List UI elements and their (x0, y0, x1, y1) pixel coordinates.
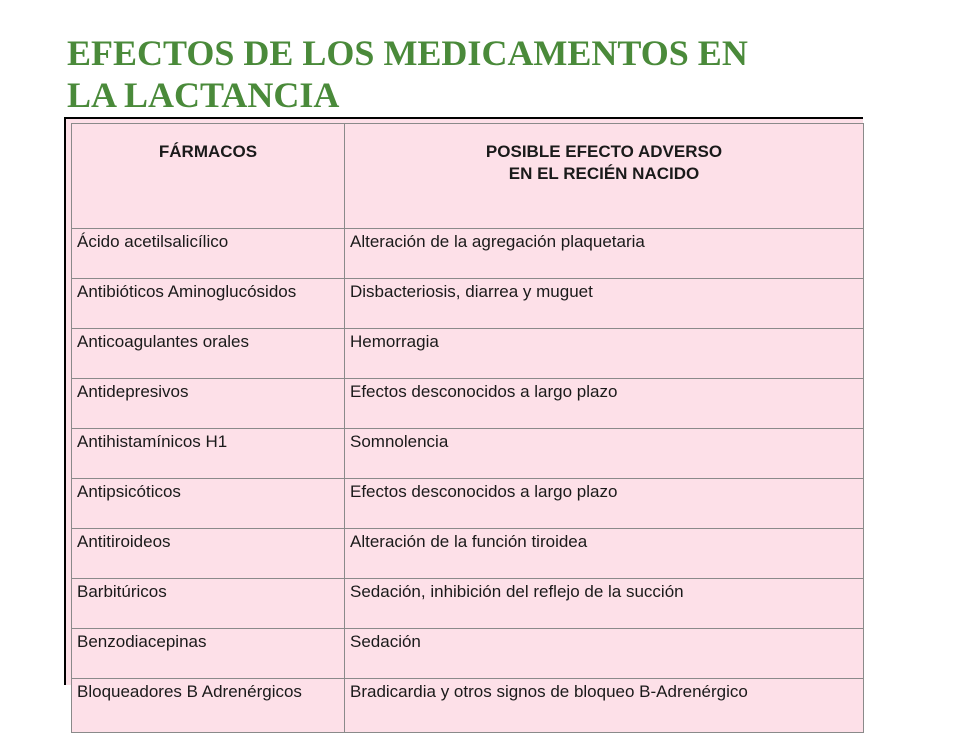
drug-cell: Antidepresivos (72, 379, 345, 429)
effect-cell: Alteración de la función tiroidea (345, 529, 864, 579)
effect-cell: Bradicardia y otros signos de bloqueo B-Adrenérgico (345, 679, 864, 733)
table-row (72, 629, 864, 679)
table-row (72, 479, 864, 529)
table-row (72, 229, 864, 279)
slide-title: EFECTOS DE LOS MEDICAMENTOS EN LA LACTANCIA (67, 33, 748, 115)
drug-cell: Ácido acetilsalicílico (72, 229, 345, 279)
effect-cell: Efectos desconocidos a largo plazo (345, 479, 864, 529)
drug-cell: Antipsicóticos (72, 479, 345, 529)
drug-cell: Bloqueadores B Adrenérgicos (72, 679, 345, 733)
table-row (72, 529, 864, 579)
effect-cell: Alteración de la agregación plaquetaria (345, 229, 864, 279)
drug-cell: Barbitúricos (72, 579, 345, 629)
drug-cell: Benzodiacepinas (72, 629, 345, 679)
drug-cell: Antitiroideos (72, 529, 345, 579)
drug-cell: Antibióticos Aminoglucósidos (72, 279, 345, 329)
table-header-row (72, 124, 864, 229)
effect-cell: Hemorragia (345, 329, 864, 379)
header-drugs: FÁRMACOS (72, 124, 345, 229)
effect-cell: Disbacteriosis, diarrea y muguet (345, 279, 864, 329)
header-adverse-effect: POSIBLE EFECTO ADVERSO EN EL RECIÉN NACIDO (345, 124, 864, 229)
effect-cell: Somnolencia (345, 429, 864, 479)
drug-cell: Antihistamínicos H1 (72, 429, 345, 479)
effect-cell: Sedación (345, 629, 864, 679)
drug-effects-table-panel (64, 117, 863, 701)
table-row (72, 579, 864, 629)
drug-cell: Anticoagulantes orales (72, 329, 345, 379)
table-row (72, 279, 864, 329)
drug-effects-table (71, 123, 864, 733)
table-row (72, 329, 864, 379)
table-row (72, 429, 864, 479)
table-row (72, 379, 864, 429)
effect-cell: Sedación, inhibición del reflejo de la succión (345, 579, 864, 629)
effect-cell: Efectos desconocidos a largo plazo (345, 379, 864, 429)
table-row (72, 679, 864, 733)
